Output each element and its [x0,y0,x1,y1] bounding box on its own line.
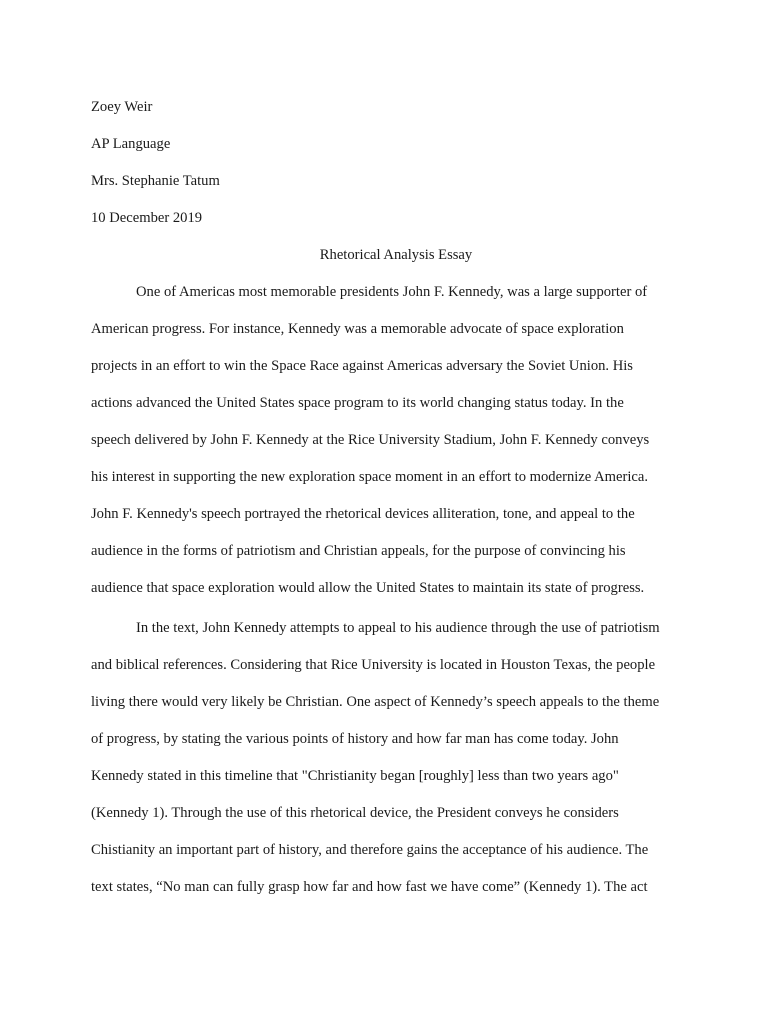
course-name: AP Language [91,136,171,152]
paragraph-line: In the text, John Kennedy attempts to appeal to his audience through the use of patriotism [136,620,660,636]
paragraph-line: (Kennedy 1). Through the use of this rhetorical device, the President conveys he considers [91,805,619,821]
paragraph-line: John F. Kennedy's speech portrayed the rhetorical devices alliteration, tone, and appeal to the [91,506,635,522]
essay-title: Rhetorical Analysis Essay [319,247,473,263]
paragraph-2 [91,610,691,906]
paragraph-line: American progress. For instance, Kennedy was a memorable advocate of space exploration [91,321,624,337]
paragraph-line: his interest in supporting the new exploration space moment in an effort to modernize America. [91,469,648,485]
paragraph-line: audience in the forms of patriotism and Christian appeals, for the purpose of convincing his [91,543,626,559]
paragraph-line: Chistianity an important part of history, and therefore gains the acceptance of his audience. The [91,842,649,858]
paragraph-line: One of Americas most memorable presidents John F. Kennedy, was a large supporter of [136,284,648,300]
paragraph-line: actions advanced the United States space program to its world changing status today. In the [91,395,624,411]
paragraph-line: Kennedy stated in this timeline that "Christianity began [roughly] less than two years ago" [91,768,619,784]
paragraph-line: text states, “No man can fully grasp how far and how fast we have come” (Kennedy 1). The act [91,879,648,895]
essay-body [91,89,691,906]
paragraph-line: living there would very likely be Christian. One aspect of Kennedy’s speech appeals to the theme [91,694,660,710]
paragraph-line: and biblical references. Considering that Rice University is located in Houston Texas, the people [91,657,656,673]
paragraph-1 [91,274,691,607]
teacher-name: Mrs. Stephanie Tatum [91,173,220,189]
paragraph-line: audience that space exploration would allow the United States to maintain its state of progress. [91,580,645,596]
paragraph-line: of progress, by stating the various points of history and how far man has come today. John [91,731,619,747]
student-name: Zoey Weir [91,99,153,115]
paragraph-line: speech delivered by John F. Kennedy at the Rice University Stadium, John F. Kennedy conveys [91,432,650,448]
paragraph-line: projects in an effort to win the Space Race against Americas adversary the Soviet Union. His [91,358,633,374]
essay-date: 10 December 2019 [91,210,203,226]
